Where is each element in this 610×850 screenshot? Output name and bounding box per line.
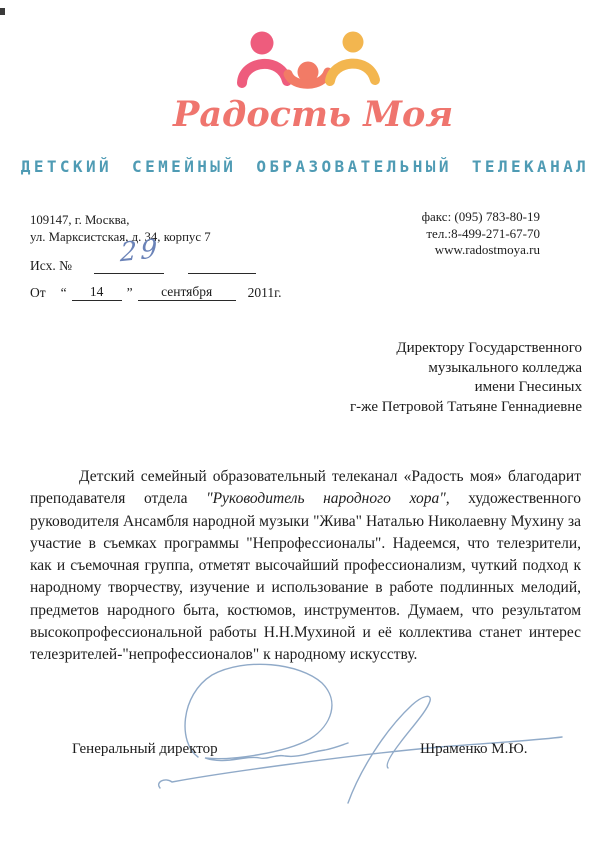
channel-logo xyxy=(173,18,454,140)
channel-title: ДЕТСКИЙ СЕМЕЙНЫЙ ОБРАЗОВАТЕЛЬНЫЙ ТЕЛЕКАНАЛ xyxy=(20,157,590,176)
recipient-line: музыкального колледжа xyxy=(428,359,582,376)
recipient-line: г-же Петровой Татьяне Геннадиевне xyxy=(350,398,582,415)
letter-body-paragraph: Детский семейный образовательный телеканал «Радость моя» благодарит преподавателя отдела "Руководитель народного хора", художественного руководителя Ансамбля народной музыки "Жива" Наталью Николаевну Мухину за участие в съемках программы "Непрофессионалы". Надеемся, что телезрители, как и съемочная группа, отметят высочайший профессионализм, чуткий подход к народному творчеству, изучение и использование в работе подлинных мелодий, предметов народного быта, костюмов, инструментов. Думаем, что результатом высокопрофессиональной работы Н.Н.Мухиной и её коллектива станет интерес телезрителей-"непрофессионалов" к народному искусству. xyxy=(30,468,581,664)
handwritten-outgoing-number: 29 xyxy=(119,233,162,269)
website-line: www.radostmoya.ru xyxy=(434,242,540,257)
fax-line: факс: (095) 783-80-19 xyxy=(421,209,540,224)
close-quote: ” xyxy=(126,285,133,300)
date-year: 2011г. xyxy=(247,285,282,300)
open-quote: “ xyxy=(60,285,67,300)
date-day: 14 xyxy=(72,284,122,301)
scan-artifact xyxy=(0,8,5,15)
date-line xyxy=(30,281,282,301)
logo-family-figures-icon xyxy=(183,18,427,98)
phone-line: тел.:8-499-271-67-70 xyxy=(426,225,540,241)
handwritten-signature xyxy=(150,655,580,815)
outgoing-label: Исх. № xyxy=(30,258,72,273)
recipient-line: имени Гнесиных xyxy=(474,379,582,395)
outgoing-extra-blank xyxy=(188,273,256,274)
date-prefix: От xyxy=(30,285,46,300)
logo-brand-script: Радость Моя xyxy=(173,94,454,135)
signatory-role: Генеральный директор xyxy=(72,741,218,757)
date-month: сентября xyxy=(138,284,236,301)
address-line-1: 109147, г. Москва, xyxy=(30,213,130,227)
recipient-block xyxy=(350,339,582,417)
signatory-name: Шраменко М.Ю. xyxy=(420,741,528,757)
address-line-2: ул. Марксистская, д. 34, корпус 7 xyxy=(30,229,211,244)
outgoing-number-blank xyxy=(94,273,164,274)
contact-block xyxy=(422,209,540,259)
recipient-line: Директору Государственного xyxy=(396,340,582,356)
